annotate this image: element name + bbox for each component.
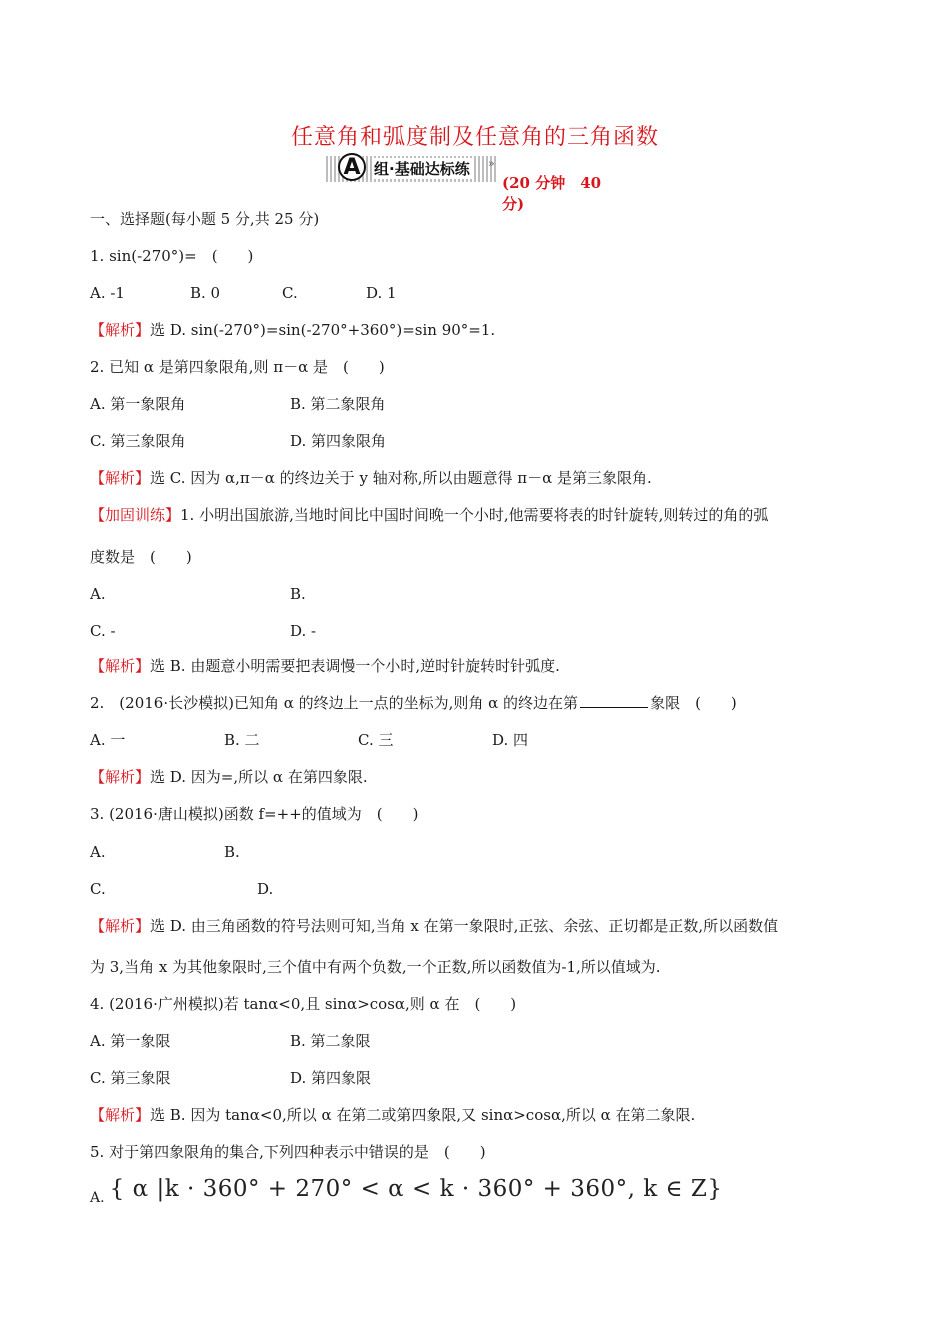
- analysis-tag: 【解析】: [90, 657, 151, 675]
- option-a: A.: [90, 843, 106, 861]
- consolidate-q1-analysis: [90, 656, 560, 676]
- option-b: B. 第二象限: [290, 1032, 371, 1050]
- option-b: B.: [224, 843, 240, 861]
- consolidate-q2-stem: [90, 693, 737, 713]
- option-a: A. 第一象限: [90, 1032, 171, 1050]
- option-c: C. -: [90, 622, 116, 640]
- question-1-stem: 1. sin(-270°)= ( ): [90, 247, 254, 265]
- set-expression: { α |k · 360° + 270° < α < k · 360° + 360°, k ∈ Z}: [109, 1176, 723, 1202]
- option-a: A.: [90, 585, 106, 603]
- consolidate-q3-analysis-line1: [90, 916, 778, 936]
- analysis-tag: 【解析】: [90, 768, 151, 786]
- option-d: D. 第四象限角: [290, 432, 387, 450]
- double-arrow-icon: »: [488, 157, 495, 170]
- option-d: D.: [257, 880, 274, 898]
- analysis-text: 选 B. 因为 tanα<0,所以 α 在第二或第四象限,又 sinα>cosα,所以 α 在第二象限.: [150, 1106, 696, 1124]
- consolidate-q2-text: 2. (2016·长沙模拟)已知角 α 的终边上一点的坐标为,则角 α 的终边在第: [90, 694, 579, 712]
- analysis-tag: 【解析】: [90, 469, 151, 487]
- consolidate-q3-stem: 3. (2016·唐山模拟)函数 f=++的值域为 ( ): [90, 805, 419, 823]
- group-label: 组·基础达标练: [374, 160, 470, 178]
- question-1-analysis: [90, 320, 495, 340]
- consolidate-q2-suffix: 象限 ( ): [650, 694, 737, 712]
- option-c: C. 三: [358, 731, 394, 749]
- question-5-stem: 5. 对于第四象限角的集合,下列四种表示中错误的是 ( ): [90, 1143, 486, 1161]
- section-banner: [326, 152, 626, 213]
- analysis-text: 选 D. 因为=,所以 α 在第四象限.: [150, 768, 368, 786]
- option-d: D. 1: [366, 284, 397, 302]
- option-d: D. -: [290, 622, 317, 640]
- analysis-text: 选 B. 由题意小明需要把表调慢一个小时,逆时针旋转时针弧度.: [150, 657, 560, 675]
- consolidate-q1-line1: [90, 505, 768, 525]
- analysis-text: 选 C. 因为 α,π－α 的终边关于 y 轴对称,所以由题意得 π－α 是第三象限角.: [150, 469, 652, 487]
- option-b: B. 第二象限角: [290, 395, 386, 413]
- page-title: 任意角和弧度制及任意角的三角函数: [290, 125, 659, 150]
- option-c: C.: [90, 880, 106, 898]
- question-5-option-a: [90, 1176, 722, 1206]
- consolidate-q1-line2: 度数是 ( ): [90, 548, 192, 566]
- time-info: (20 分钟 40 分): [502, 174, 602, 213]
- group-a-badge: A: [338, 153, 366, 181]
- option-b: B.: [290, 585, 306, 603]
- option-c: C.: [282, 284, 298, 302]
- answer-blank: [580, 693, 648, 708]
- option-b: B. 0: [190, 284, 221, 302]
- question-4-analysis: [90, 1105, 695, 1125]
- option-a: A. -1: [90, 284, 125, 302]
- analysis-tag: 【解析】: [90, 917, 151, 935]
- analysis-text: 选 D. sin(-270°)=sin(-270°+360°)=sin 90°=1.: [150, 321, 496, 339]
- analysis-tag: 【解析】: [90, 1106, 151, 1124]
- option-c: C. 第三象限: [90, 1069, 171, 1087]
- option-a: A. 一: [90, 731, 126, 749]
- consolidate-q2-analysis: [90, 767, 368, 787]
- section-heading: 一、选择题(每小题 5 分,共 25 分): [90, 210, 320, 228]
- consolidate-q3-analysis-line2: 为 3,当角 x 为其他象限时,三个值中有两个负数,一个正数,所以函数值为-1,所以值域为.: [90, 958, 661, 976]
- question-4-stem: 4. (2016·广州模拟)若 tanα<0,且 sinα>cosα,则 α 在 ( ): [90, 995, 517, 1013]
- question-2-stem: 2. 已知 α 是第四象限角,则 π－α 是 ( ): [90, 358, 385, 376]
- analysis-tag: 【解析】: [90, 321, 151, 339]
- consolidate-q1-text: 1. 小明出国旅游,当地时间比中国时间晚一个小时,他需要将表的时针旋转,则转过的角的弧: [180, 506, 769, 524]
- question-2-analysis: [90, 468, 652, 488]
- option-d: D. 第四象限: [290, 1069, 372, 1087]
- option-a: A. 第一象限角: [90, 395, 186, 413]
- option-b: B. 二: [224, 731, 260, 749]
- option-a-label: A.: [90, 1190, 105, 1206]
- option-d: D. 四: [492, 731, 529, 749]
- option-c: C. 第三象限角: [90, 432, 186, 450]
- consolidate-tag: 【加固训练】: [90, 506, 181, 524]
- analysis-text: 选 D. 由三角函数的符号法则可知,当角 x 在第一象限时,正弦、余弦、正切都是正数,所以函数值: [150, 917, 779, 935]
